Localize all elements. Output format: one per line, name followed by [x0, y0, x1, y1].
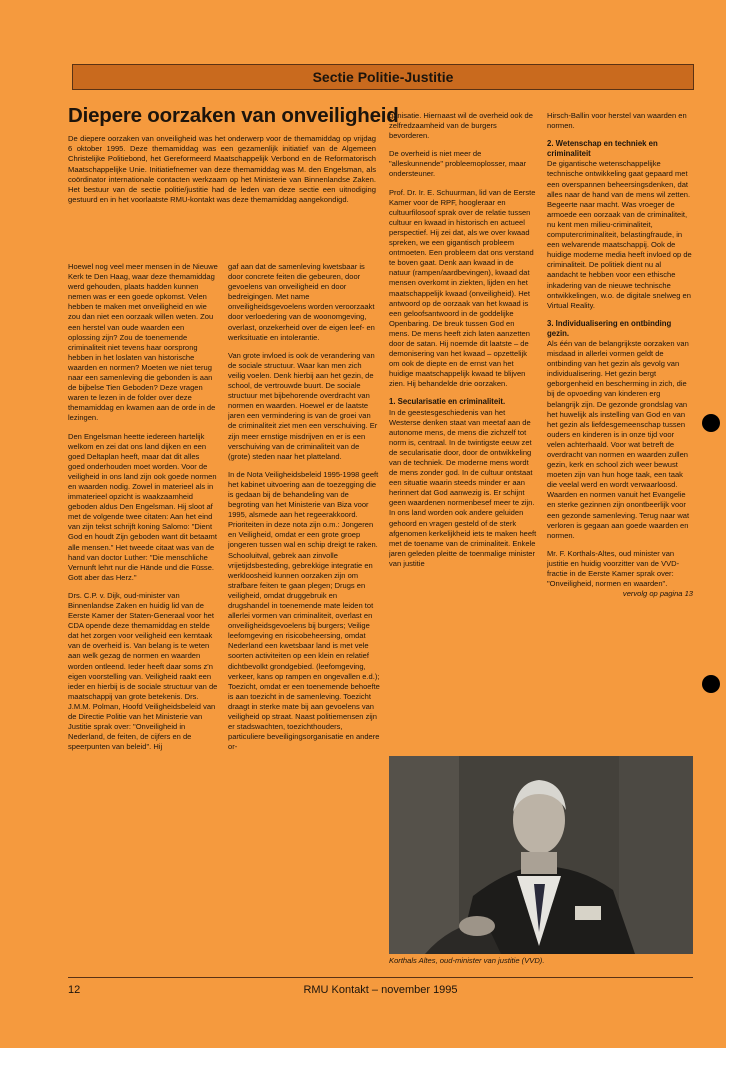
punch-hole — [702, 414, 720, 432]
page-number: 12 — [68, 984, 81, 996]
article-intro: De diepere oorzaken van onveiligheid was het onderwerp voor de themamiddag op vrijdag 6 oktober 1995. Deze themamiddag was een gezamenlijk initiatief van de Algemeen Christelijke Politiebond, het Gereformeerd Maatschappelijk Verbond en de Reformatorisch Maatschappelijke Unie. Initiatiefnemer van deze themamiddag was M. den Engelsman, als coördinator internationale contacten werkzaam op het Ministerie van Binnenlandse Zaken. Het bestuur van de sectie politie/justitie had de leden van deze sectie een uitnodiging gestuurd en in het voorlaatste RMU-kontakt was deze themamiddag aangekondigd. — [68, 134, 376, 205]
paragraph: Prof. Dr. Ir. E. Schuurman, lid van de Eerste Kamer voor de RPF, hoogleraar en cultuurfilosoof sprak over de relatie tussen cultuur en kwaad in historisch en actueel perspectief. Hij zei dat, als we over kwaad spreken, we een gigantisch probleem ontmoeten. Een probleem dat ons verstand te boven gaat. Denk aan kwaad in de natuur (rampen/aardbevingen), kwaad dat mensen overkomt in ziekten, lijden en het maatschappelijk kwaad (onveiligheid). Het antwoord op de oorzaak van het kwaad is een geloofsantwoord in de goddelijke Openbaring. De breuk tussen God en mens. De mens heeft zich laten aanzetten door de satan. Hij noemde dit laatste – de demonisering van het kwaad – opzettelijk om ook de diepte en de ernst van het huidige maatschappelijk kwaad te blijven zien. Hij behandelde drie oorzaken. — [389, 187, 536, 389]
text-column-4 — [547, 111, 693, 731]
footer-divider — [68, 977, 693, 978]
text-column-1 — [68, 262, 218, 970]
paragraph: Als één van de belangrijkste oorzaken van misdaad in allerlei vormen geldt de ontbinding van het gezin als gevolg van individualisering. Het gezin bergt geborgenheid en bescherming in zich, die bij de opvoeding van kinderen erg belangrijk zijn. De gezonde grondslag van het huwelijk als instelling van God en van het gezin als liefdesgemeenschap tussen ouders en kinderen is in onze tijd voor velen achterhaald. Voor wat betreft de overdracht van normen en waarden zullen gezin, kerk en school zich weer bewust moeten zijn van hun hoge taak, een taak die veelal werd en wordt verwaarloosd. Waarden en normen vanuit het Evangelie en sterke gezinnen zijn onontbeerlijk voor een gezonde samenleving. Terug naar wat verloren is gegaan aan goede waarden en normen. — [547, 338, 690, 540]
section-title-bar — [72, 64, 694, 90]
text-column-2 — [228, 262, 380, 970]
paragraph: Drs. C.P. v. Dijk, oud-minister van Binnenlandse Zaken en huidig lid van de Eerste Kamer der Staten-Generaal voor het CDA opende deze themamiddag en stelde dat het zorgen voor veiligheid een kerntaak van de overheid is. Van belang is te weten aan welk gezag de normen en waarden worden ontleend. Ieder heeft daar soms z'n eigen voorstelling van. Veiligheid raakt een ieder en hierbij is de sociale structuur van de maatschappij van grote betekenis. Drs. J.M.M. Polman, Hoofd Veiligheidsbeleid van de Directie Politie van het Ministerie van Justitie sprak over: "Onveiligheid in Nederland, de feiten, de cijfers en de speerpunten van beleid". Hij — [68, 590, 218, 752]
paragraph: Hoewel nog veel meer mensen in de Nieuwe Kerk te Den Haag, waar deze themamiddag werd gehouden, plaats hadden kunnen nemen was er een goede opkomst. Velen hebben te maken met onveiligheid en wie zou dan niet een oorzaak willen weten. Zou een herstel van oude waarden een oplossing zijn? Zou de toenemende criminaliteit niet tevens haar oorsprong hebben in het loslaten van historische waarden en normen? Moeten we niet terug naar een samenleving die gebonden is aan de bijbelse Tien Geboden? Deze vragen waren te lezen in de folder over deze themamiddag en kwamen aan de orde in de lezingen. — [68, 262, 218, 423]
continued-note: vervolg op pagina 13 — [622, 589, 693, 599]
paragraph: Mr. F. Korthals-Altes, oud minister van justitie en huidig voorzitter van de VVD-fractie in de Eerste Kamer sprak over: "Onveiligheid, normen en waarden". — [547, 548, 680, 589]
paragraph: In de Nota Veiligheidsbeleid 1995-1998 geeft het kabinet uitvoering aan de toezegging die is gedaan bij de behandeling van de begroting van het Ministerie van Biza voor 1995, alsmede aan het regeerakkoord. Prioriteiten in deze nota zijn o.m.: Jongeren en Veiligheid, omdat er een grote groep jongeren tussen wal en schip dreigt te raken. Schooluitval, gebrek aan zinvolle vrijetijdsbesteding, gebrekkige integratie en werkloosheid kunnen oorzaken zijn om strafbare feiten te gaan plegen; Drugs en veiligheid, omdat druggebruik en drugshandel in toenemende mate leiden tot allerlei vormen van criminaliteit, overlast en onveiligheidsgevoelens bij burgers; Veilige leefomgeving en risicobeheersing, omdat Nederland een kwetsbaar land is met vele soorten activiteiten op een klein en relatief dichtbevolkt grondgebied. (leefomgeving, verkeer, kans op rampen en ongevallen e.d.); Toezicht, omdat er een toenemende behoefte is aan toezicht in de samenleving. Toezicht draagt in sterke mate bij aan gevoelens van veiligheid op straat. Naast politiemensen zijn er stadswachten, toezichthouders, particuliere beveiligingsorganisatie en andere or- — [228, 469, 380, 752]
paragraph: In de geestesgeschiedenis van het Westerse denken staat van meetaf aan de autonome mens, de mens die zichzelf tot norm is, centraal. In de twintigste eeuw zet de secularisatie door, door de ontwikkeling van de techniek. De moderne mens wordt de mens zonder god. In de cultuur ontstaat een situatie waarin steeds minder er aan herinnert dat God aanwezig is. Er schijnt geen waardenen normenbesef meer te zijn. In ons land worden ook andere geluiden gehoord en vragen gesteld of de sterk afgenomen kerkelijkheid iets te maken heeft met de toename van de criminaliteit. Enkele jaren geleden pleitte de toenmalige minister van justitie — [389, 407, 537, 568]
article-title: Diepere oorzaken van onveiligheid — [68, 104, 399, 127]
punch-hole — [702, 675, 720, 693]
subheading: 2. Wetenschap en techniek en criminaliteit — [547, 139, 658, 159]
subheading: 1. Secularisatie en criminaliteit. — [389, 397, 506, 407]
paragraph: ganisatie. Hiernaast wil de overheid ook de zelfredzaamheid van de burgers bevorderen. — [389, 111, 533, 141]
paragraph: Van grote invloed is ook de verandering van de sociale structuur. Waar kan men zich veilig voelen. Denk hierbij aan het gezin, de school, de vertrouwde buurt. De sociale structuur met bijbehorende overdracht van normen en waarden. Hoewel er de laatste jaren een vermindering is van de groei van de criminaliteit ziet men een verschuiving. Er zijn meer ernstige misdrijven en er is een verschuiving van de criminaliteit van de (grote) steden naar het platteland. — [228, 350, 378, 461]
paragraph: Hirsch-Ballin voor herstel van waarden en normen. — [547, 111, 687, 131]
photo-caption: Korthals Altes, oud-minister van justitie (VVD). — [389, 956, 545, 965]
portrait-photo — [389, 756, 693, 954]
paragraph: Den Engelsman heette iedereen hartelijk welkom en zei dat ons land dijken en een goed Deltaplan heeft, maar dat dit alles goed onderhouden moet worden. Voor de veiligheid in ons land zijn ook goede normen en waarden nodig. Zowel in materieel als in immaterieel opzicht is waakzaamheid geboden aldus Den Engelsman. Hij sloot af met de volgende twee citaten: Aan het eind van zijn tekst schrijft koning Salomo: "Dient God en houdt Zijn geboden want dit betaamt alle mensen." Het tweede citaat was van de hand van doctor Luther: "Die menschliche Vernunft lehrt nur die Hände und die Füsse. Gott aber das Herz." — [68, 431, 217, 582]
portrait-illustration — [389, 756, 693, 954]
paragraph: De gigantische wetenschappelijke technische ontwikkeling gaat gepaard met een overspannen beheersingsdenken, dat alles naar de hand van de mens wil zetten. Begeerte naar macht. Was vroeger de armoede een oorzaak van de criminaliteit, nu kent men milieu-criminaliteit, computercriminaliteit, belastingfraude, in een welvarende maatschappij. Ook de huidige moderne media heeft invloed op de criminaliteit. De politiek dient nu al aandacht te hebben voor een ethische inkadering van de nieuwe technische ontwikkelingen, w.o. de digitale snelweg en Virtual Reality. — [547, 159, 692, 310]
footer-publication: RMU Kontakt – november 1995 — [303, 984, 458, 996]
paragraph: De overheid is niet meer de "alleskunnende" probleemoplosser, maar ondersteuner. — [389, 149, 527, 179]
subheading: 3. Individualisering en ontbinding gezin. — [547, 318, 672, 338]
paragraph: gaf aan dat de samenleving kwetsbaar is door concrete feiten die gebeuren, door gevoelens van onveiligheid en door bedreigingen. Met name onveiligheidsgevoelens worden veroorzaakt door verloedering van de woonomgeving, overlast, onzekerheid over de eigen leef- en werksituatie en intolerantie. — [228, 262, 375, 342]
section-title: Sectie Politie-Justitie — [312, 69, 454, 85]
